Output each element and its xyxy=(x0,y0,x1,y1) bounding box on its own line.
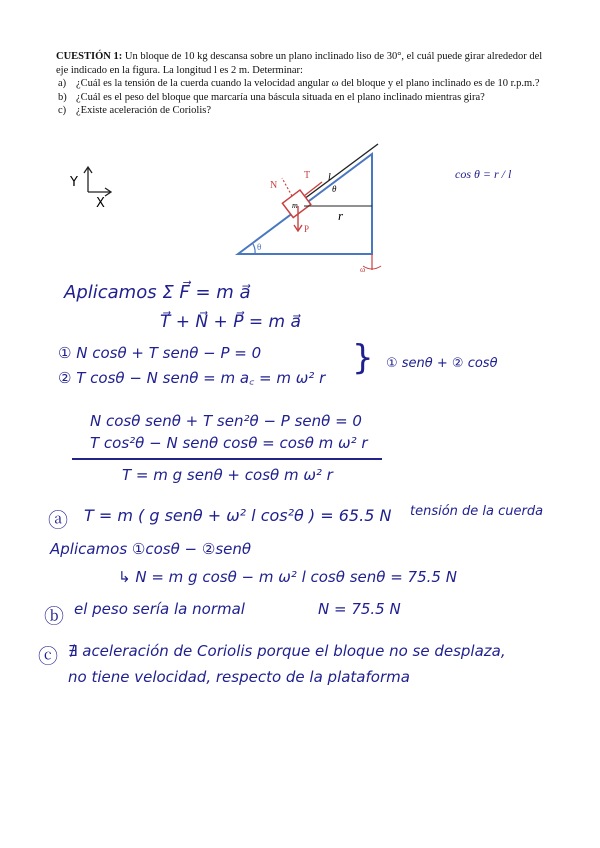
base-angle-arc xyxy=(253,244,255,254)
answer-c: ∄ aceleración de Coriolis porque el bloque no se desplaza, xyxy=(68,642,506,660)
question-c: c) ¿Existe aceleración de Coriolis? xyxy=(58,105,211,116)
answer-c-2: no tiene velocidad, respecto de la plataforma xyxy=(68,668,410,686)
solution-line-2: T⃗ + N⃗ + P⃗ = m a⃗ xyxy=(160,312,301,332)
answer-a-note: tensión de la cuerda xyxy=(410,504,544,519)
solution-line-6: T cos²θ − N senθ cosθ = cosθ m ω² r xyxy=(90,434,368,452)
string-angle-label: θ xyxy=(332,184,337,194)
equation-1: ① N cosθ + T senθ − P = 0 xyxy=(58,344,262,362)
sum-line xyxy=(72,458,382,460)
length-label: l xyxy=(328,172,331,183)
question-b: b) ¿Cuál es el peso del bloque que marcaría una báscula situada en el plano inclinado mientras gira? xyxy=(58,91,485,103)
combination: ① senθ + ② cosθ xyxy=(386,356,498,371)
normal-label: N xyxy=(270,180,278,191)
radius-label: r xyxy=(338,208,344,223)
relation-text: cos θ = r / l xyxy=(455,167,512,181)
solution-line-7: T = m g senθ + cosθ m ω² r xyxy=(122,466,333,484)
weight-label: P xyxy=(304,224,310,234)
brace: } xyxy=(352,338,374,378)
normal-arrow xyxy=(282,178,292,196)
mass-label: m xyxy=(292,201,298,210)
answer-b: el peso sería la normal xyxy=(74,600,245,618)
answer-b-value: N = 75.5 N xyxy=(318,600,401,618)
answer-b-label: ⓑ xyxy=(44,604,64,628)
axes-icon xyxy=(84,167,111,196)
base-angle-label: θ xyxy=(257,242,262,252)
problem-intro xyxy=(56,50,556,77)
solution-line-5: N cosθ senθ + T sen²θ − P senθ = 0 xyxy=(90,412,362,430)
omega-label: ω xyxy=(360,265,366,274)
solution-line-1: Aplicamos Σ F⃗ = m a⃗ xyxy=(64,282,251,303)
apply-2: Aplicamos ①cosθ − ②senθ xyxy=(50,540,252,558)
answer-a-label: ⓐ xyxy=(48,508,68,532)
question-a: a) ¿Cuál es la tensión de la cuerda cuando la velocidad angular ω del bloque y el plano inclinado es de 10 r.p.m.? xyxy=(58,78,540,89)
problem-title: CUESTIÓN 1: xyxy=(56,51,123,62)
normal-equation: ↳ N = m g cosθ − m ω² l cosθ senθ = 75.5 N xyxy=(118,568,457,586)
axis-x-label: X xyxy=(96,196,105,211)
problem-statement xyxy=(56,50,556,118)
string xyxy=(300,144,378,202)
answer-a: T = m ( g senθ + ω² l cos²θ ) = 65.5 N xyxy=(84,506,392,525)
answer-c-label: ⓒ xyxy=(38,644,58,668)
axis-y-label: Y xyxy=(70,175,78,190)
problem-text: Un bloque de 10 kg descansa sobre un plano inclinado liso de 30°, el cuál puede girar alrededor del eje indicado en la figura. La longitud l es 2 m. Determinar: xyxy=(56,51,543,76)
inclined-plane-figure xyxy=(60,140,540,280)
tension-label: T xyxy=(304,170,311,181)
equation-2: ② T cosθ − N senθ = m a꜀ = m ω² r xyxy=(58,369,326,387)
